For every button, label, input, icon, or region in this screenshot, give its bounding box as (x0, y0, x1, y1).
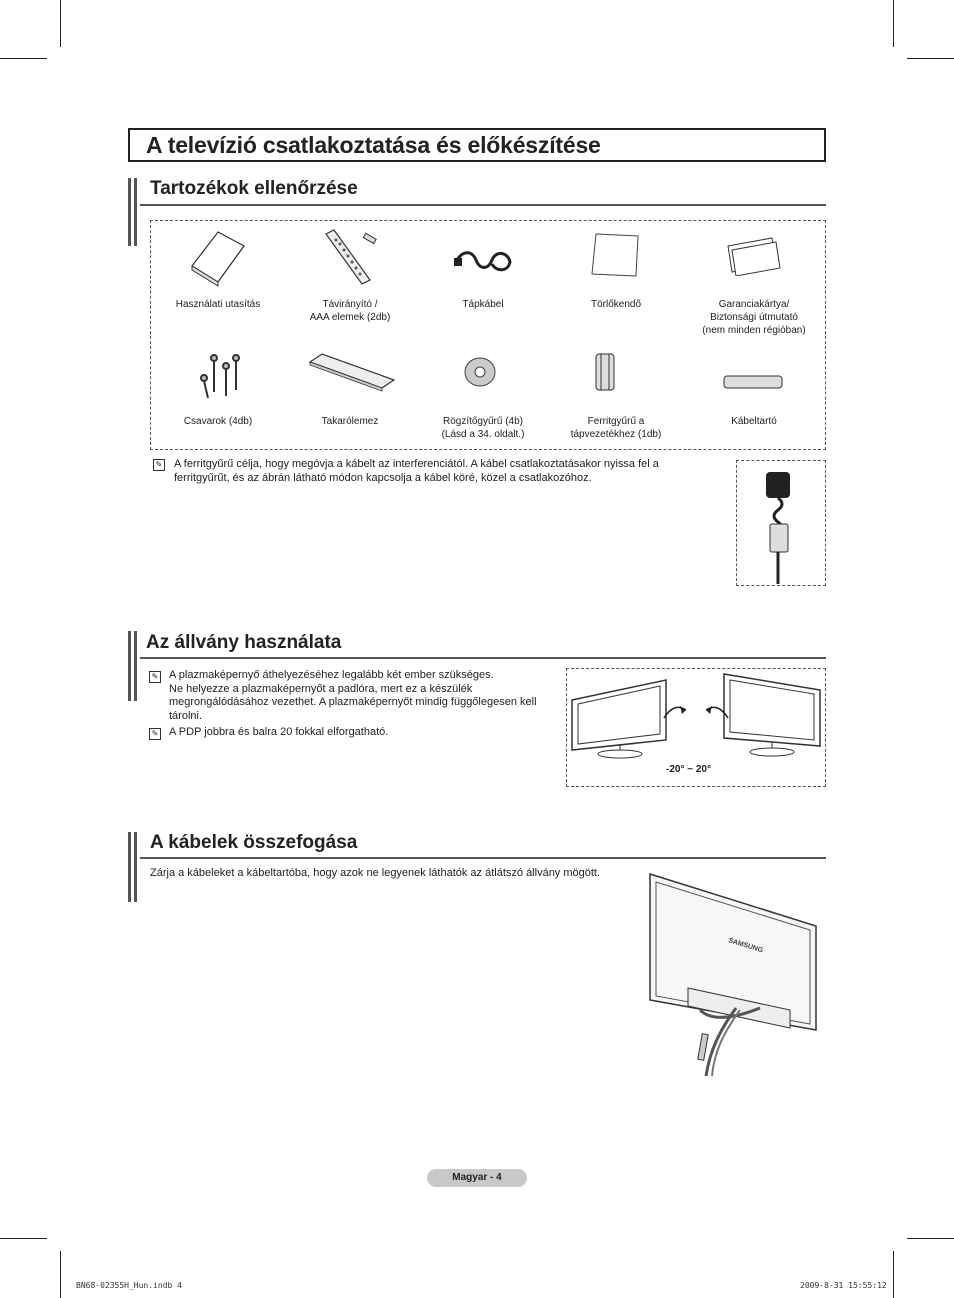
accessory-label: Ferritgyűrű a tápvezetékhez (1db) (570, 416, 662, 440)
cloth-icon (590, 232, 642, 280)
stand-note-1-line2: Ne helyezze a plazmaképernyőt a padlóra, mert ez a készülék megrongálódásához vezethet. A plazmaképernyőt mindig függőlegesen kell tárolni. (169, 682, 537, 722)
ferrite-cable-figure (752, 466, 808, 584)
note-icon: ✎ (149, 671, 161, 683)
crop-mark (893, 1251, 894, 1298)
accessory-label: Használati utasítás (175, 299, 261, 310)
cover-plate-icon (308, 352, 396, 392)
crop-mark (0, 1238, 47, 1239)
section-bar (134, 631, 137, 701)
manual-icon (188, 228, 248, 288)
accessory-label: Rögzítőgyűrű (4b) (Lásd a 34. oldalt.) (441, 416, 525, 440)
cable-tie-icon (722, 372, 786, 392)
accessory-label: Tápkábel (462, 299, 504, 310)
remote-icon (320, 226, 384, 288)
note-icon: ✎ (153, 459, 165, 471)
crop-mark (60, 1251, 61, 1298)
svg-text:SAMSUNG: SAMSUNG (727, 937, 764, 955)
section-title-cables: A kábelek összefogása (150, 832, 358, 853)
accessory-label: Távirányító / AAA elemek (2db) (309, 299, 391, 323)
accessory-label: Garanciakártya/ Biztonsági útmutató (nem minden régióban) (702, 299, 806, 336)
section-bar (128, 832, 131, 902)
section-bar (134, 832, 137, 902)
stand-note-1 (169, 669, 549, 723)
screws-icon (190, 352, 246, 400)
page-title: A televízió csatlakoztatása és előkészítése (146, 132, 601, 158)
page-number-badge: Magyar - 4 (427, 1169, 527, 1187)
section-bar (128, 631, 131, 701)
tv-back-cable-figure (640, 870, 826, 1080)
crop-mark (907, 1238, 954, 1239)
section-bar (134, 178, 137, 246)
accessory-label: Kábeltartó (731, 416, 777, 427)
accessory-label: Takarólemez (321, 416, 379, 427)
rotation-label: -20° ~ 20° (666, 764, 711, 775)
page-title-box (128, 128, 826, 162)
crop-mark (60, 0, 61, 47)
power-cable-icon (452, 246, 514, 276)
section-bar (128, 178, 131, 246)
section-rule (140, 857, 826, 859)
stand-note-1-line1: A plazmaképernyő áthelyezéséhez legalább két ember szükséges. (169, 669, 494, 681)
rotation-figure (568, 670, 824, 760)
crop-mark (893, 0, 894, 47)
footer-file: BN68-02355H_Hun.indb 4 (76, 1281, 182, 1290)
note-icon: ✎ (149, 728, 161, 740)
footer-timestamp: 2009-8-31 15:55:12 (800, 1281, 887, 1290)
section-title-accessories: Tartozékok ellenőrzése (150, 178, 358, 199)
section-title-stand: Az állvány használata (146, 632, 342, 653)
stand-note-2: A PDP jobbra és balra 20 fokkal elforgatható. (169, 726, 389, 738)
section-rule (140, 204, 826, 206)
crop-mark (907, 58, 954, 59)
ferrite-core-icon (592, 350, 618, 394)
crop-mark (0, 58, 47, 59)
section-rule (140, 657, 826, 659)
holder-ring-icon (462, 356, 498, 388)
ferrite-note: A ferritgyűrű célja, hogy megóvja a kábelt az interferenciától. A kábel csatlakoztatásakor nyissa fel a ferritgyűrűt, és az ábrán látható módon kapcsolja a kábel köré, közel a csatlakozóhoz. (174, 458, 659, 484)
cables-text: Zárja a kábeleket a kábeltartóba, hogy azok ne legyenek láthatók az átlátszó állvány mögött. (150, 867, 601, 879)
accessory-label: Törlőkendő (590, 299, 642, 310)
warranty-card-icon (726, 236, 782, 276)
accessory-label: Csavarok (4db) (183, 416, 253, 427)
